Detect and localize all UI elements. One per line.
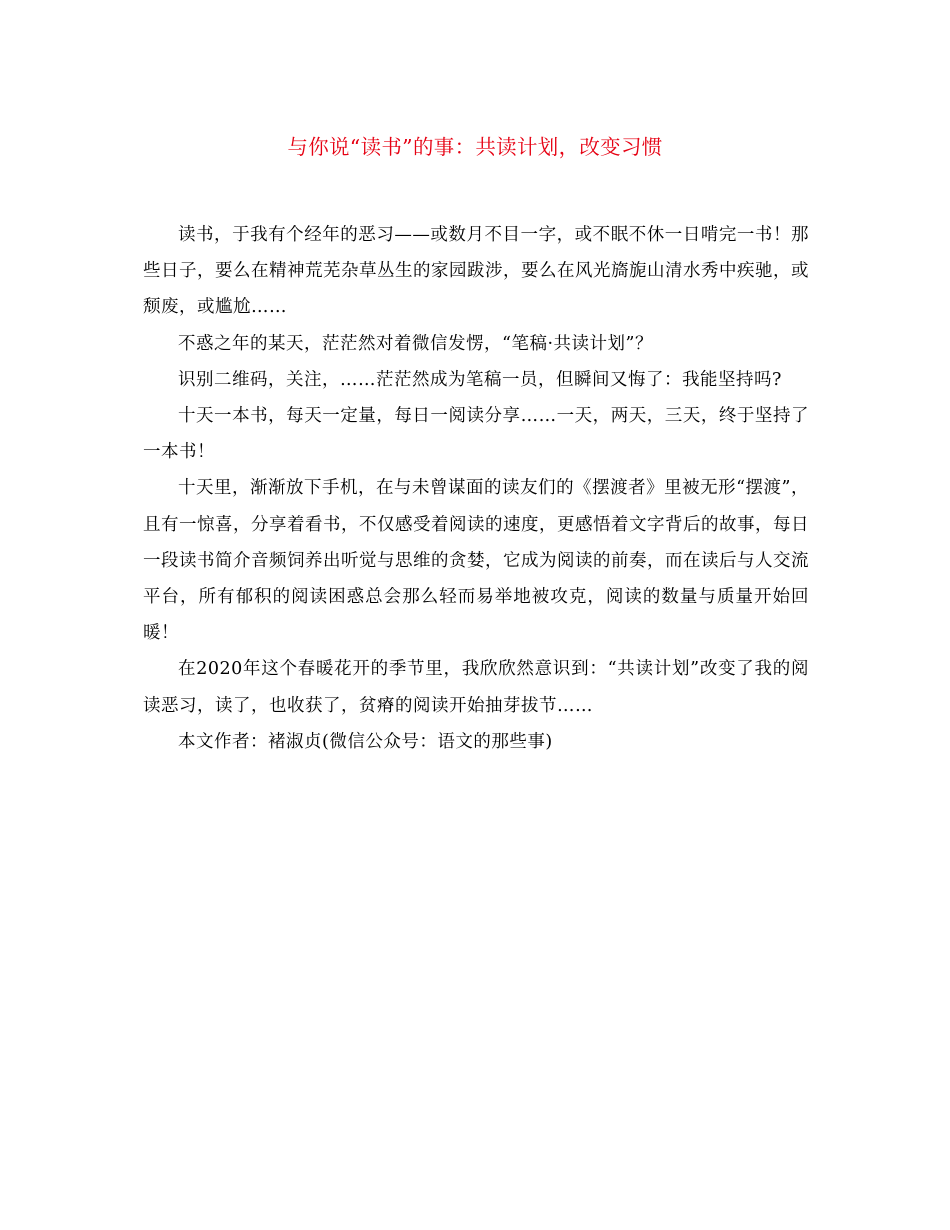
paragraph-4: 十天一本书，每天一定量，每日一阅读分享……一天，两天，三天，终于坚持了一本书！ [143,406,809,463]
paragraph-1: 读书，于我有个经年的恶习——或数月不目一字，或不眠不休一日啃完一书！那些日子，要么在精神荒芜杂草丛生的家园跋涉，要么在风光旖旎山清水秀中疾驰，或颓废，或尴尬…… [143,225,809,318]
author-credit: 本文作者：褚淑贞(微信公众号：语文的那些事) [178,731,553,752]
paragraph-6: 在2020年这个春暖花开的季节里，我欣欣然意识到：“共读计划”改变了我的阅读恶习，读了，也收获了，贫瘠的阅读开始抽芽拔节…… [143,659,809,716]
article-body [143,217,809,760]
paragraph-2: 不惑之年的某天，茫茫然对着微信发愣，“笔稿·共读计划”？ [178,333,653,354]
paragraph-5: 十天里，渐渐放下手机，在与未曾谋面的读友们的《摆渡者》里被无形“摆渡”，且有一惊喜，分享着看书，不仅感受着阅读的速度，更感悟着文字背后的故事，每日一段读书简介音频饲养出听觉与思维的贪婪，它成为阅读的前奏，而在读后与人交流平台，所有郁积的阅读困惑总会那么轻而易举地被攻克，阅读的数量与质量开始回暖！ [143,478,809,644]
document-title: 与你说“读书”的事：共读计划，改变习惯 [287,135,663,159]
paragraph-3: 识别二维码，关注，……茫茫然成为笔稿一员，但瞬间又悔了：我能坚持吗? [178,369,782,390]
